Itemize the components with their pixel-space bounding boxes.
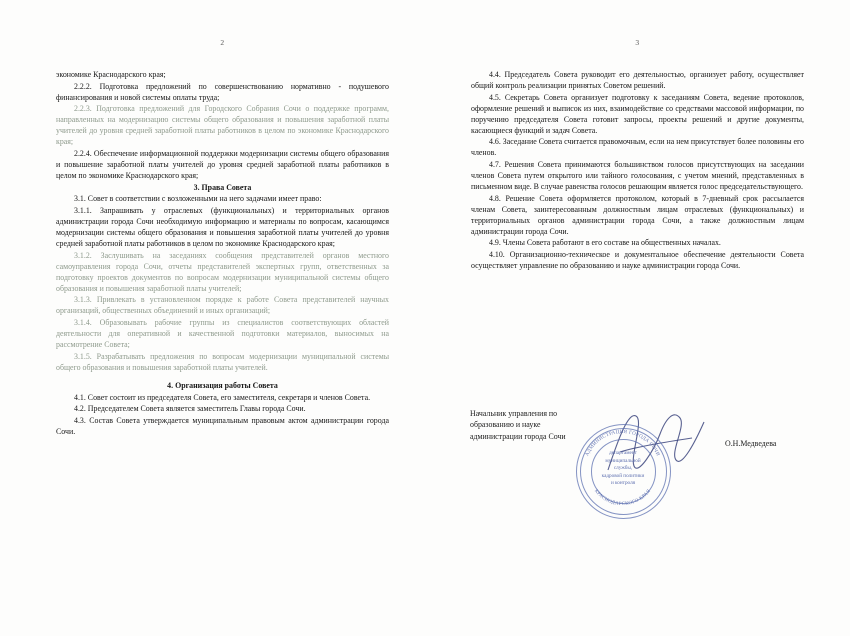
paragraph: 2.2.3. Подготовка предложений для Городского Собрания Сочи о поддержке программ, направленных на модернизацию системы общего образования и повышения заработной платы учителей до уровня средней заработной платы работников в целом по экономике Краснодарского края; bbox=[56, 104, 389, 147]
left-column-body bbox=[56, 69, 389, 437]
stamp-center-line: и контроля bbox=[610, 480, 636, 487]
paragraph: 3.1.4. Образовывать рабочие группы из специалистов соответствующих областей деятельности для оперативной и качественной подготовки материалов, выносимых на рассмотрение Совета; bbox=[56, 317, 389, 349]
paragraph: 3.1.1. Запрашивать у отраслевых (функциональных) и территориальных органов администрации города Сочи необходимую информацию и материалы по вопросам, касающимся модернизации системы общего образования и повышения заработной платы учителей до уровня средней заработной платы работников в целом по экономике Краснодарского края; bbox=[56, 205, 389, 248]
signatory-title-line: Начальник управления по bbox=[470, 409, 558, 418]
paragraph: 4.5. Секретарь Совета организует подготовку к заседаниям Совета, ведение протоколов, оформление решений и выписок из них, взаимодействие со средствами массовой информации, по поручению председателя Совета готовит запросы, проекты решений и другие документы, касающиеся функций и задач Совета. bbox=[471, 92, 804, 135]
right-column-body bbox=[471, 69, 804, 271]
paragraph: 2.2.2. Подготовка предложений по совершенствованию нормативно - подушевого финансирования и новой системы оплаты труда; bbox=[56, 81, 389, 102]
paragraph: 2.2.4. Обеспечение информационной поддержки модернизации системы общего образования и повышение заработной платы учителей до уровня средней заработной платы работников в целом по экономике Краснодарского края; bbox=[56, 148, 389, 181]
stamp-arc-bottom: КРАСНОДАРСКОГО КРАЯ bbox=[592, 488, 653, 508]
stamp-center-line: кадровой политики bbox=[601, 472, 645, 479]
paragraph: 4.9. Члены Совета работают в его составе на общественных началах. bbox=[489, 238, 721, 248]
paragraph: 4.4. Председатель Совета руководит его деятельностью, организует работу, осуществляет общий контроль реализации принятых Советом решений. bbox=[471, 70, 804, 91]
paragraph: 3.1.5. Разрабатывать предложения по вопросам модернизации муниципальной системы общего образования и повышения заработной платы учителей. bbox=[56, 351, 389, 372]
paragraph: 3.1. Совет в соответствии с возложенными на него задачами имеет право: bbox=[74, 194, 322, 204]
paragraph: 3.1.3. Привлекать в установленном порядке к работе Совета представителей научных организаций, общественных объединений и иных организаций; bbox=[56, 295, 389, 316]
paragraph: 4.2. Председателем Совета является заместитель Главы города Сочи. bbox=[74, 404, 306, 414]
paragraph: 4.10. Организационно-техническое и документальное обеспечение деятельности Совета осуществляет управление по образованию и науке администрации города Сочи. bbox=[471, 250, 804, 271]
spacer bbox=[56, 373, 389, 380]
paragraph: экономике Краснодарского края; bbox=[56, 70, 166, 79]
section-heading: 4. Организация работы Совета bbox=[167, 381, 278, 391]
stamp-center-line: муниципальной bbox=[605, 457, 641, 464]
paragraph: 4.1. Совет состоит из председателя Совета, его заместителя, секретаря и членов Совета. bbox=[74, 392, 371, 402]
paragraph: 4.3. Состав Совета утверждается муниципальным правовым актом администрации города Сочи. bbox=[56, 415, 389, 436]
document-page-right bbox=[425, 0, 850, 636]
stamp-center-line: департамент bbox=[609, 450, 637, 456]
stamp-arc-top: АДМИНИСТРАЦИЯ ГОРОДА СОЧИ bbox=[585, 429, 660, 458]
signatory-title-line: администрации города Сочи bbox=[470, 431, 566, 441]
paragraph: 4.7. Решения Совета принимаются большинством голосов присутствующих на заседании членов Совета путем открытого или тайного голосования, с учетом мнений, представленных в письменном виде. В случае равенства голосов решающим является голос председательствующего. bbox=[471, 160, 804, 192]
signatory-name: О.Н.Медведева bbox=[725, 439, 777, 448]
paragraph: 4.6. Заседание Совета считается правомочным, если на нем присутствует более половины его членов. bbox=[471, 137, 804, 158]
page-number-left: 2 bbox=[220, 38, 225, 47]
signatory-title-line: образованию и науке bbox=[470, 420, 541, 430]
paragraph: 3.1.2. Заслушивать на заседаниях сообщения представителей органов местного самоуправления города Сочи, отчеты представителей экспертных групп, ответственных за подготовку проектов документов по вопросам модернизации муниципальной системы общего образования и повышения заработной платы учителей; bbox=[56, 250, 389, 293]
stamp-center-line: службы, bbox=[613, 465, 633, 472]
signatory-title bbox=[470, 408, 655, 442]
page-number-right: 3 bbox=[635, 38, 640, 47]
section-heading: 3. Права Совета bbox=[193, 182, 252, 192]
paragraph: 4.8. Решение Совета оформляется протоколом, который в 7-дневный срок рассылается членам Совета, заинтересованным должностным лицам отраслевых (функциональных) и территориальных органов администрации города Сочи, а также должностным лицам администрации города Сочи. bbox=[471, 193, 804, 236]
